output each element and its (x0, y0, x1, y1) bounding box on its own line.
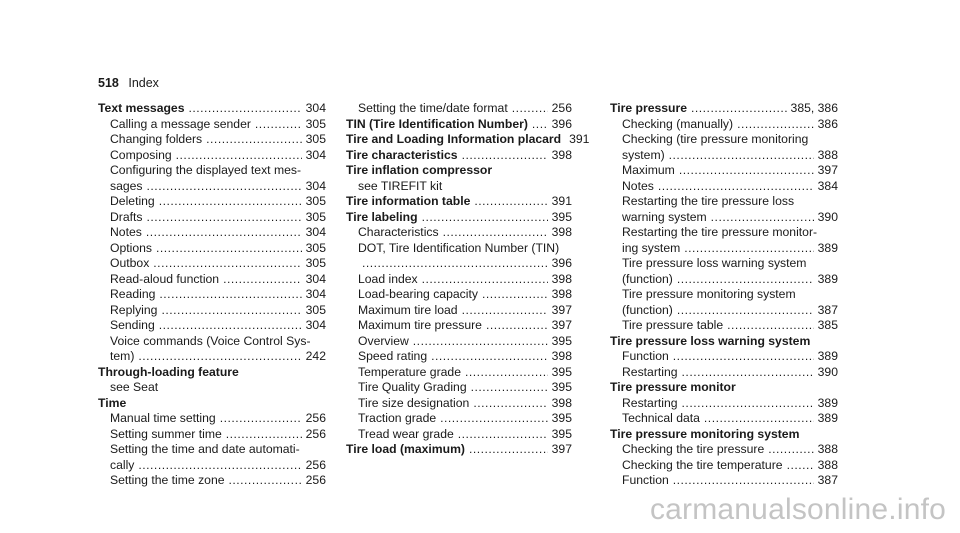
entry-page-number: 389 (817, 395, 838, 410)
index-entry (98, 396, 326, 412)
dot-leader (704, 411, 814, 427)
index-entry (346, 210, 572, 226)
entry-text: Restarting the tire pressure monitor- (622, 225, 818, 239)
dot-leader (682, 396, 814, 412)
entry-text: Configuring the displayed text mes- (110, 163, 302, 177)
entry-page-number: 398 (551, 349, 572, 363)
index-subentry (98, 179, 326, 195)
index-subentry (98, 380, 326, 396)
entry-text: Setting the time zone (110, 473, 225, 487)
index-subentry (346, 349, 572, 365)
entry-page-number: 388 (817, 442, 838, 456)
page-number: 518 (98, 76, 119, 90)
index-subentry (98, 349, 326, 365)
entry-text: Maximum tire pressure (358, 318, 482, 332)
index-subentry (610, 163, 838, 179)
entry-text: system) (622, 147, 665, 162)
index-subentry (346, 427, 572, 443)
index-subentry (98, 473, 326, 489)
entry-text: Maximum tire load (358, 302, 458, 317)
index-subentry (610, 194, 838, 210)
entry-page-number: 387 (817, 302, 838, 317)
entry-page-number: 305 (305, 116, 326, 131)
index-subentry (98, 427, 326, 443)
entry-page-number: 385, 386 (790, 101, 838, 115)
index-column-3 (610, 101, 838, 489)
entry-page-number: 242 (305, 349, 326, 363)
dot-leader (462, 303, 548, 319)
entry-text: TIN (Tire Identification Number) (346, 116, 528, 131)
dot-leader (138, 458, 301, 474)
index-subentry (610, 473, 838, 489)
dot-leader (737, 117, 814, 133)
entry-text: Outbox (110, 256, 150, 270)
entry-text: Reading (110, 287, 156, 301)
entry-page-number: 304 (305, 147, 326, 162)
dot-leader (156, 241, 302, 257)
dot-leader (691, 101, 787, 117)
entry-text: Overview (358, 333, 409, 348)
index-entry (610, 334, 838, 350)
page-header (98, 76, 159, 90)
entry-page-number: 385 (817, 318, 838, 332)
dot-leader (673, 349, 814, 365)
entry-text: tem) (110, 349, 135, 363)
index-subentry (98, 334, 326, 350)
index-subentry (610, 117, 838, 133)
dot-leader (422, 210, 548, 226)
entry-text: Tire Quality Grading (358, 380, 467, 394)
entry-page-number: 389 (817, 271, 838, 286)
entry-page-number: 397 (817, 163, 838, 177)
entry-text: Tire size designation (358, 395, 470, 410)
index-subentry (346, 101, 572, 117)
entry-text: Manual time setting (110, 411, 216, 425)
entry-page-number: 305 (305, 240, 326, 255)
entry-text: Notes (110, 225, 142, 239)
dot-leader (469, 442, 548, 458)
dot-leader (462, 148, 548, 164)
index-subentry (98, 241, 326, 257)
entry-text: Options (110, 240, 153, 255)
entry-page-number: 304 (305, 178, 326, 193)
index-subentry (610, 318, 838, 334)
entry-text: ing system (622, 240, 681, 255)
entry-text: see Seat (110, 380, 159, 394)
index-subentry (98, 458, 326, 474)
index-subentry (346, 179, 572, 195)
entry-text: Tire pressure monitoring system (622, 287, 796, 301)
dot-leader (138, 349, 301, 365)
index-subentry (610, 210, 838, 226)
index-subentry (610, 458, 838, 474)
index-subentry (346, 334, 572, 350)
index-subentry (98, 117, 326, 133)
entry-page-number: 386 (817, 116, 838, 131)
entry-page-number: 389 (817, 349, 838, 363)
index-subentry (98, 163, 326, 179)
index-subentry (98, 303, 326, 319)
entry-page-number: 305 (305, 194, 326, 208)
index-entry (346, 117, 572, 133)
entry-text: Composing (110, 147, 172, 162)
index-subentry (346, 380, 572, 396)
entry-text: Characteristics (358, 225, 439, 239)
index-entry (346, 442, 572, 458)
index-subentry (610, 349, 838, 365)
index-subentry (346, 303, 572, 319)
entry-text: Checking (tire pressure monitoring (622, 132, 809, 146)
index-subentry (346, 225, 572, 241)
entry-text: Checking the tire pressure (622, 442, 765, 456)
entry-text: Restarting (622, 364, 678, 379)
dot-leader (465, 365, 548, 381)
entry-page-number: 305 (305, 132, 326, 146)
entry-page-number: 256 (305, 473, 326, 487)
entry-page-number: 395 (551, 380, 572, 394)
entry-text: Time (98, 395, 127, 410)
entry-page-number: 304 (305, 271, 326, 286)
index-subentry (346, 241, 572, 257)
index-subentry (98, 225, 326, 241)
entry-text: Deleting (110, 194, 155, 208)
entry-page-number: 304 (305, 101, 326, 115)
watermark: carmanualsonline.info (649, 493, 946, 526)
dot-leader (362, 256, 548, 272)
index-subentry (610, 225, 838, 241)
entry-page-number: 304 (305, 225, 326, 239)
entry-text: Calling a message sender (110, 116, 251, 131)
entry-page-number: 395 (551, 426, 572, 441)
entry-page-number: 305 (305, 209, 326, 224)
entry-page-number: 395 (551, 411, 572, 425)
entry-text: Replying (110, 302, 158, 317)
dot-leader (677, 272, 814, 288)
entry-text: Tire pressure monitor (610, 380, 736, 394)
entry-text: Drafts (110, 209, 143, 224)
dot-leader (677, 303, 814, 319)
index-subentry (346, 318, 572, 334)
entry-page-number: 256 (305, 426, 326, 441)
entry-text: Maximum (622, 163, 675, 177)
entry-page-number: 256 (305, 457, 326, 472)
dot-leader (673, 473, 814, 489)
index-subentry (610, 256, 838, 272)
entry-page-number: 396 (551, 116, 572, 131)
index-subentry (610, 241, 838, 257)
dot-leader (220, 411, 302, 427)
dot-leader (669, 148, 814, 164)
entry-text: Function (622, 349, 669, 363)
index-subentry (98, 318, 326, 334)
entry-text: warning system (622, 209, 707, 224)
entry-text: DOT, Tire Identification Number (TIN) (358, 240, 560, 255)
entry-page-number: 388 (817, 457, 838, 472)
entry-text: Tire labeling (346, 209, 418, 224)
page-section-title: Index (128, 76, 159, 90)
dot-leader (658, 179, 814, 195)
dot-leader (147, 179, 302, 195)
index-subentry (98, 272, 326, 288)
dot-leader (512, 101, 548, 117)
entry-text: Tire pressure loss warning system (622, 256, 807, 270)
entry-page-number: 397 (551, 318, 572, 332)
dot-leader (787, 458, 814, 474)
dot-leader (486, 318, 548, 334)
entry-page-number: 305 (305, 256, 326, 270)
entry-text: Tread wear grade (358, 426, 454, 441)
entry-text: Temperature grade (358, 364, 461, 379)
dot-leader (682, 365, 814, 381)
entry-page-number: 395 (551, 333, 572, 348)
entry-page-number: 398 (551, 225, 572, 239)
dot-leader (159, 194, 302, 210)
index-subentry (98, 411, 326, 427)
entry-text: Checking the tire temperature (622, 457, 783, 472)
dot-leader (473, 396, 547, 412)
index-subentry (610, 272, 838, 288)
index-column-2 (346, 101, 590, 458)
entry-page-number: 396 (551, 256, 572, 270)
entry-page-number: 389 (817, 411, 838, 425)
entry-page-number: 388 (817, 147, 838, 162)
entry-text: Tire pressure (610, 101, 688, 115)
entry-text: Tire characteristics (346, 147, 458, 162)
entry-page-number: 398 (551, 287, 572, 301)
index-subentry (610, 396, 838, 412)
dot-leader (153, 256, 301, 272)
dot-leader (189, 101, 302, 117)
dot-leader (176, 148, 302, 164)
entry-page-number: 398 (551, 271, 572, 286)
entry-text: (function) (622, 302, 673, 317)
index-entry (346, 163, 572, 179)
index-subentry (346, 365, 572, 381)
entry-text: see TIREFIT kit (358, 178, 443, 193)
index-entry (610, 427, 838, 443)
dot-leader (161, 303, 301, 319)
dot-leader (413, 334, 548, 350)
entry-text: Setting summer time (110, 426, 222, 441)
entry-text: Tire and Loading Information placard (346, 132, 562, 146)
dot-leader (443, 225, 548, 241)
index-subentry (346, 272, 572, 288)
index-subentry (610, 411, 838, 427)
index-entry (346, 148, 572, 164)
index-subentry (610, 132, 838, 148)
dot-leader (146, 225, 302, 241)
entry-page-number: 390 (817, 209, 838, 224)
entry-text: Load-bearing capacity (358, 287, 478, 301)
entry-text: Tire pressure loss warning system (610, 333, 811, 348)
entry-text: (function) (622, 271, 673, 286)
dot-leader (255, 117, 302, 133)
entry-text: Sending (110, 318, 155, 332)
index-subentry (98, 148, 326, 164)
index-subentry (346, 396, 572, 412)
entry-text: Notes (622, 178, 654, 193)
entry-page-number: 256 (551, 101, 572, 115)
entry-text: Function (622, 473, 669, 487)
dot-leader (422, 272, 548, 288)
index-subentry (98, 210, 326, 226)
index-subentry (610, 442, 838, 458)
index-subentry (98, 256, 326, 272)
entry-page-number: 256 (305, 411, 326, 425)
entry-text: Load index (358, 271, 418, 286)
entry-page-number: 304 (305, 287, 326, 301)
entry-text: Changing folders (110, 132, 203, 146)
entry-text: Tire information table (346, 194, 471, 208)
index-entry (346, 194, 572, 210)
entry-text: Text messages (98, 101, 185, 115)
entry-text: sages (110, 178, 143, 193)
entry-text: Setting the time and date automati- (110, 442, 300, 456)
entry-text: Tire load (maximum) (346, 442, 465, 456)
dot-leader (679, 163, 814, 179)
entry-text: Restarting the tire pressure loss (622, 194, 795, 208)
entry-page-number: 398 (551, 395, 572, 410)
entry-text: Read-aloud function (110, 271, 220, 286)
index-subentry (610, 179, 838, 195)
index-subentry (346, 411, 572, 427)
index-entry (610, 101, 838, 117)
dot-leader (440, 411, 548, 427)
index-subentry (610, 365, 838, 381)
index-subentry (98, 287, 326, 303)
entry-text: Checking (manually) (622, 116, 734, 131)
entry-text: Voice commands (Voice Control Sys- (110, 333, 311, 348)
dot-leader (431, 349, 548, 365)
dot-leader (223, 272, 302, 288)
entry-text: Restarting (622, 395, 678, 410)
entry-page-number: 305 (305, 302, 326, 317)
dot-leader (768, 442, 813, 458)
entry-page-number: 304 (305, 318, 326, 332)
index-entry (98, 365, 326, 381)
index-subentry (610, 148, 838, 164)
dot-leader (147, 210, 302, 226)
index-subentry (346, 256, 572, 272)
entry-page-number: 384 (817, 178, 838, 193)
dot-leader (458, 427, 548, 443)
entry-text: Technical data (622, 411, 700, 425)
index-column-1 (98, 101, 326, 489)
entry-text: Tire pressure table (622, 318, 724, 332)
dot-leader (206, 132, 302, 148)
entry-page-number: 397 (551, 442, 572, 456)
entry-text: cally (110, 457, 135, 472)
entry-text: Speed rating (358, 349, 428, 363)
index-subentry (610, 287, 838, 303)
entry-text: Tire pressure monitoring system (610, 426, 800, 441)
entry-page-number: 391 (569, 132, 590, 146)
index-subentry (98, 132, 326, 148)
entry-page-number: 391 (551, 194, 572, 208)
entry-text: Traction grade (358, 411, 437, 425)
entry-text: Tire inflation compressor (346, 163, 493, 177)
index-subentry (346, 287, 572, 303)
dot-leader (474, 194, 547, 210)
entry-page-number: 387 (817, 473, 838, 487)
entry-text: Through-loading feature (98, 364, 239, 379)
entry-page-number: 390 (817, 364, 838, 379)
dot-leader (684, 241, 813, 257)
entry-page-number: 398 (551, 147, 572, 162)
index-entry (346, 132, 590, 148)
entry-text: Setting the time/date format (358, 101, 508, 115)
dot-leader (711, 210, 814, 226)
entry-page-number: 389 (817, 240, 838, 255)
dot-leader (471, 380, 548, 396)
entry-page-number: 397 (551, 302, 572, 317)
dot-leader (482, 287, 548, 303)
dot-leader (226, 427, 302, 443)
dot-leader (229, 473, 302, 489)
index-subentry (98, 442, 326, 458)
dot-leader (159, 287, 301, 303)
entry-page-number: 395 (551, 364, 572, 379)
dot-leader (727, 318, 814, 334)
dot-leader (159, 318, 302, 334)
dot-leader (532, 117, 548, 133)
index-subentry (98, 194, 326, 210)
index-entry (98, 101, 326, 117)
index-entry (610, 380, 838, 396)
index-subentry (610, 303, 838, 319)
entry-page-number: 395 (551, 209, 572, 224)
